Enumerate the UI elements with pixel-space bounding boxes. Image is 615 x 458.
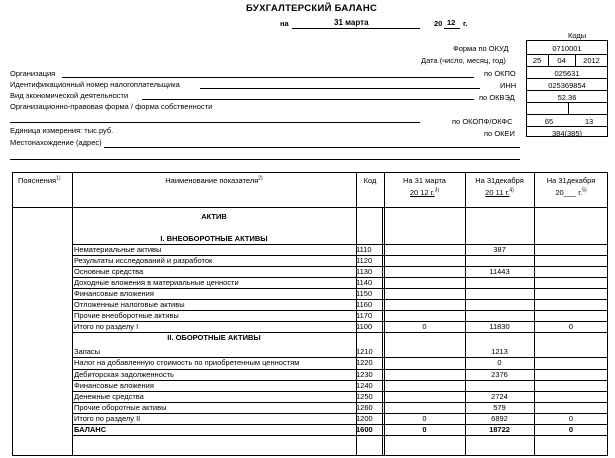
inn-full-label: Идентификационный номер налогоплательщика	[10, 80, 180, 89]
year-suffix: 12	[447, 18, 456, 27]
row-value-period1: 0	[422, 322, 427, 332]
year-unit: г.	[463, 19, 468, 28]
row-code: 1130	[356, 267, 373, 277]
okpo-label: по ОКПО	[484, 69, 516, 78]
row-value-period2: 387	[493, 245, 506, 254]
row-value-period3: 0	[568, 322, 574, 332]
row-code: 1210	[356, 347, 373, 357]
col-notes: Пояснения$^{1)}$	[18, 175, 61, 185]
date-day: 25	[532, 56, 542, 65]
row-code: 1170	[356, 311, 373, 321]
row-code: 1260	[356, 402, 373, 412]
col-period3-line1: На 31декабря	[546, 176, 596, 185]
date-month: 04	[557, 56, 566, 65]
col-period1-line2: 20 12 г.$^{3)}$	[409, 187, 440, 197]
row-name: Отложенные налоговые активы	[74, 300, 185, 310]
okei-code: 384(385)	[551, 129, 583, 138]
row-value-period3: 0	[568, 424, 574, 434]
row-code: 1600	[356, 424, 373, 434]
section-2-heading: II. ОБОРОТНЫЕ АКТИВЫ	[167, 333, 261, 343]
row-value-period2: 579	[493, 402, 506, 412]
okei-label: по ОКЕИ	[484, 129, 515, 138]
row-value-period1: 0	[422, 413, 427, 423]
okved-label: по ОКВЭД	[479, 93, 515, 102]
col-period3-line2: 20___ г.$^{5)}$	[555, 187, 587, 197]
okfs-code: 13	[584, 117, 594, 126]
codes-header: Коды	[568, 31, 587, 40]
row-name: Запасы	[74, 347, 101, 357]
row-value-period3: 0	[568, 413, 574, 423]
row-value-period2: 6892	[491, 413, 508, 423]
row-code: 1100	[356, 322, 373, 332]
row-value-period2: 11443	[489, 267, 510, 277]
row-name: БАЛАНС	[74, 424, 107, 434]
row-code: 1160	[356, 300, 373, 310]
col-period2-line2: 20 11 г.$^{4)}$	[485, 187, 514, 197]
okud-label: Форма по ОКУД	[453, 44, 509, 53]
on-label: на	[280, 19, 289, 28]
row-code: 1200	[356, 413, 373, 423]
row-value-period2: 2724	[491, 391, 508, 401]
row-name: Доходные вложения в материальные ценности	[74, 278, 239, 288]
okved-code: 52.36	[557, 93, 577, 102]
row-value-period2: 2376	[491, 369, 508, 379]
inn-label: ИНН	[500, 81, 517, 90]
activity-label: Вид экономической деятельности	[10, 91, 129, 100]
row-value-period2: 1213	[491, 347, 508, 357]
col-period1-line1: На 31 марта	[403, 176, 446, 185]
row-name: Налог на добавленную стоимость по приобретенным ценностям	[74, 358, 300, 368]
date-label: Дата (число, месяц, год)	[421, 56, 506, 65]
row-name: Прочие внеоборотные активы	[74, 311, 179, 321]
unit-label: Единица измерения: тыс.руб.	[10, 126, 114, 135]
row-code: 1220	[356, 358, 373, 368]
report-date: 31 марта	[334, 18, 369, 27]
row-name: Итого по разделу II	[74, 413, 141, 423]
row-name: Нематериальные активы	[74, 245, 162, 254]
row-name: Финансовые вложения	[74, 289, 154, 299]
row-value-period2: 11830	[489, 322, 510, 332]
legal-form-label: Организационно-правовая форма / форма собственности	[10, 102, 213, 111]
okud-code: 0710001	[552, 44, 582, 53]
row-value-period1: 0	[422, 424, 427, 434]
date-year: 2012	[583, 56, 600, 65]
row-name: Итого по разделу I	[74, 322, 139, 332]
okopf-code: 65	[544, 117, 554, 126]
location-label: Местонахождение (адрес)	[10, 138, 102, 147]
row-name: Денежные средства	[74, 391, 144, 401]
row-code: 1230	[356, 369, 373, 379]
row-value-period2: 0	[497, 358, 502, 368]
year-prefix: 20	[434, 19, 443, 28]
row-name: Основные средства	[74, 267, 144, 277]
organization-label: Организация	[10, 69, 56, 78]
section-assets: АКТИВ	[201, 212, 227, 221]
row-name: Финансовые вложения	[74, 380, 154, 390]
col-period2-line1: На 31декабря	[475, 176, 524, 185]
row-value-period2: 18722	[489, 424, 510, 434]
row-code: 1140	[356, 278, 373, 288]
section-1-heading: I. ВНЕОБОРОТНЫЕ АКТИВЫ	[160, 234, 268, 243]
okopf-label: по ОКОПФ/ОКФС	[452, 117, 513, 126]
col-code: Код	[363, 176, 377, 185]
row-name: Прочие оборотные активы	[74, 402, 167, 412]
row-name: Дебиторская задолженность	[74, 369, 174, 379]
okpo-code: 025631	[554, 69, 580, 78]
row-code: 1120	[356, 256, 373, 266]
row-code: 1250	[356, 391, 373, 401]
row-code: 1240	[356, 380, 373, 390]
inn-code: 025369854	[548, 81, 586, 90]
row-code: 1150	[356, 289, 373, 299]
document-title: БУХГАЛТЕРСКИЙ БАЛАНС	[246, 3, 378, 14]
col-name: Наименование показателя$^{2)}$	[165, 175, 263, 185]
row-code: 1110	[356, 245, 372, 254]
row-name: Результаты исследований и разработок	[74, 256, 213, 266]
